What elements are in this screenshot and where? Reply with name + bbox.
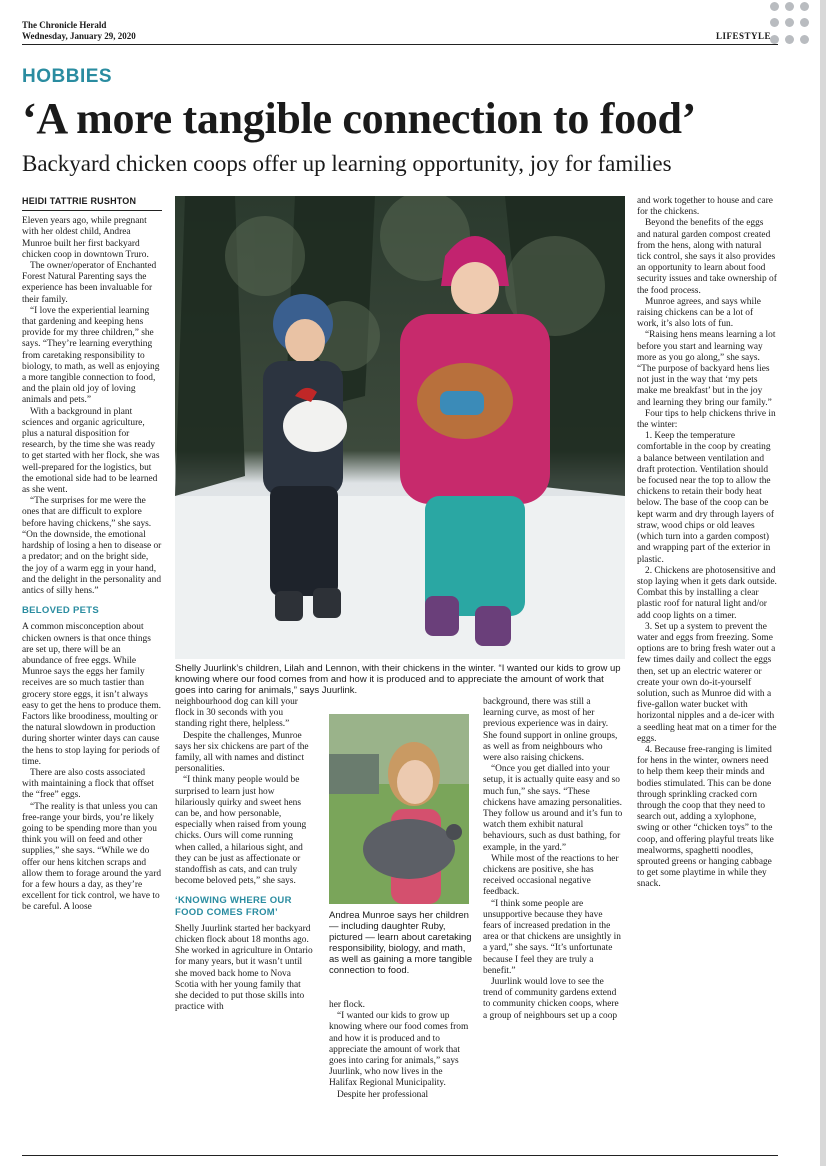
paragraph: “The surprises for me were the ones that are difficult to explore before having chickens,” she says. “On the downside, the emotional hardship of losing a hen to disease or a predator; and on the bright side, the joy of a warm egg in your hand, and the delight in the personality and antics of silly hens.”: [22, 496, 162, 596]
header-divider: [22, 44, 778, 45]
paragraph: Despite the challenges, Munroe says her six chickens are part of the family, all with names and distinct personalities.: [175, 730, 309, 775]
issue-date: Wednesday, January 29, 2020: [22, 31, 136, 41]
article-column-1: [22, 196, 162, 1151]
paper-name: The Chronicle Herald: [22, 20, 107, 30]
paragraph: Eleven years ago, while pregnant with her oldest child, Andrea Munroe built her first backyard chicken coop in downtown Truro.: [22, 216, 149, 260]
paragraph: With a background in plant sciences and organic agriculture, plus a natural disposition for research, by the time she was ready to get started with her flock, she was well-prepared for the logistics, but the emotional side had to be learned as she went.: [22, 406, 160, 496]
paragraph: Despite her professional: [337, 1089, 429, 1100]
article-column-5: [637, 196, 777, 1152]
paragraph: and work together to house and care for the chickens.: [637, 196, 773, 218]
paragraph: While most of the reactions to her chickens are positive, she has received occasional negative feedback.: [483, 853, 619, 898]
winter-tip: 2. Chickens are photosensitive and stop laying when it gets dark outside. Combat this by installing a clear plastic roof for natural light and/or add coop lights on a timer.: [637, 565, 777, 621]
small-photo: [329, 714, 469, 904]
paragraph: Four tips to help chickens thrive in the winter:: [637, 408, 776, 431]
section-tag: LIFESTYLE: [716, 31, 772, 41]
paragraph: her flock.: [329, 1000, 365, 1010]
paragraph: “I wanted our kids to grow up knowing where our food comes from and how it is produced and to appreciate the amount of work that goes into caring for animals,” says Juurlink, who now lives in the Halifax Regional Municipality.: [329, 1011, 469, 1089]
paragraph: Shelly Juurlink started her backyard chicken flock about 18 months ago. She worked in agriculture in Ontario for many years, but it wasn’t until she moved back home to Nova Scotia with her young family that she decided to put those skills into practice with: [175, 923, 313, 1013]
winter-tip: 3. Set up a system to prevent the water and eggs from freezing. Some options are to bring fresh water out a few times daily and collect the eggs then, set up an electric waterer or create your own do-it-yourself solution, such as Munroe did with a five-gallon water bucket with horizontal nipples and a de-icer with a seedling heat mat on a timer for the eggs.: [637, 621, 777, 744]
paragraph: neighbourhood dog can kill your flock in 30 seconds with you standing right there, helpless.”: [175, 697, 298, 730]
small-photo-caption: Andrea Munroe says her children — including daughter Ruby, pictured — learn about caretaking responsibility, biology, and math, as well as gaining a more tangible connection to food.: [329, 910, 473, 976]
page-header: [22, 20, 136, 42]
subheadline: Backyard chicken coops offer up learning opportunity, joy for families: [22, 151, 672, 176]
paragraph: Juurlink would love to see the trend of community gardens extend to community chicken coops, where a group of neighbours set up a coop: [483, 977, 619, 1021]
winter-tip: 1. Keep the temperature comfortable in the coop by creating a balance between ventilation and draft protection. Ventilation should be focused near the top to allow the chickens to retain their body heat below. The base of the coop can be kept warm and dry through layers of straw, wood chips or old leaves (which turn into a garden compost) and wrapping part of the exterior in plastic.: [637, 431, 774, 565]
footer-divider: [22, 1155, 778, 1156]
winter-tip: 4. Because free-ranging is limited for hens in the winter, owners need to help them keep their minds and bodies stimulated. This can be done through sprinkling cracked corn through the coop that they need to search out, adding a xylophone, swing or other “chicken toys” to the coop, and offering playful treats like mealworms, spaghetti noodles, sprouted greens or hanging cabbage to get some playtime in while they snack.: [637, 744, 774, 890]
section-label: HOBBIES: [22, 66, 113, 87]
paragraph: “Raising hens means learning a lot before you start and learning way more as you go along,” she says. “The purpose of backyard hens lies not just in the way that ‘my pets make me breakfast’ but in the joy and learning they bring our family.”: [637, 330, 776, 408]
paragraph: “The reality is that unless you can free-range your birds, you’re likely going to be spending more than you think you will on feed and other supplies,” she says. “While we do offer our hens kitchen scraps and allow them to forage around the yard for a few hours a day, as they’re excellent for tick control, we have to be careful. A loose: [22, 801, 162, 913]
headline: ‘A more tangible connection to food’: [22, 94, 696, 143]
article-column-4: [483, 697, 623, 1152]
girl-with-hen-photo: [329, 714, 469, 904]
children-with-chickens-photo: [175, 196, 625, 659]
paragraph: Beyond the benefits of the eggs and natural garden compost created from the hens, along with natural tick control, she says it also provides an opportunity to learn about food security issues and take ownership of the food process.: [637, 218, 777, 296]
paragraph: “I love the experiential learning that gardening and keeping hens provide for my three children,” she says. “They’re learning everything from caretaking responsibility to biology, to math, as well as enjoying a more tangible connection to food, and the plain old joy of loving animals and pets.”: [22, 305, 160, 406]
article-column-2: [175, 697, 315, 1152]
subhead-knowing-where-food-comes-from: ‘KNOWING WHERE OUR FOOD COMES FROM’: [175, 895, 292, 918]
paragraph: “I think some people are unsupportive because they have fears of increased predation in the area or that chickens are unsightly in a yard,” she says. “It’s unfortunate because I feel they are truly a benefit.”: [483, 898, 621, 976]
paragraph: The owner/operator of Enchanted Forest Natural Parenting says the experience has been invaluable for their family.: [22, 261, 157, 305]
paragraph: A common misconception about chicken owners is that once things are set up, there will be an abundance of free eggs. While Munroe says the eggs her family receives are so much tastier than grocery store eggs, it isn’t always easy to get the hens to produce them. Factors like broodiness, moulting or the natural slowdown in production during shorter winter days can cause the hens to stop laying for periods of time.: [22, 622, 162, 767]
paragraph: “Once you get dialled into your setup, it is actually quite easy and so much fun,” she says. “These chickens have amazing personalities. They follow us around and it’s fun to watch them exhibit natural behaviours, such as dust bathing, for example, in the yard.”: [483, 764, 623, 853]
subhead-beloved-pets: BELOVED PETS: [22, 605, 99, 617]
more-options-icon[interactable]: [770, 2, 822, 46]
article-column-3: [329, 1000, 469, 1152]
paragraph: “I think many people would be surprised to learn just how hilariously quirky and sweet hens can be, and how personable, especially when raised from young chicks. Ours will come running when called, a hilarious sight, and they can be just as affectionate or standoffish as cats, and can truly become beloved pets,” she says.: [175, 775, 307, 887]
paragraph: background, there was still a learning curve, as most of her previous experience was in dairy. She found support in online groups, as well as from neighbours who were also raising chickens.: [483, 697, 618, 764]
paragraph: There are also costs associated with maintaining a flock that offset the “free” eggs.: [22, 767, 154, 801]
paragraph: Munroe agrees, and says while raising chickens can be a lot of work, it’s also lots of fun.: [637, 296, 761, 330]
byline: HEIDI TATTRIE RUSHTON: [22, 196, 162, 211]
main-photo: [175, 196, 625, 659]
main-photo-caption: Shelly Juurlink’s children, Lilah and Lennon, with their chickens in the winter. “I wanted our kids to grow up knowing where our food comes from and how it is produced and to appreciate the amount of work that goes into caring for animals,” says Juurlink.: [175, 663, 621, 696]
